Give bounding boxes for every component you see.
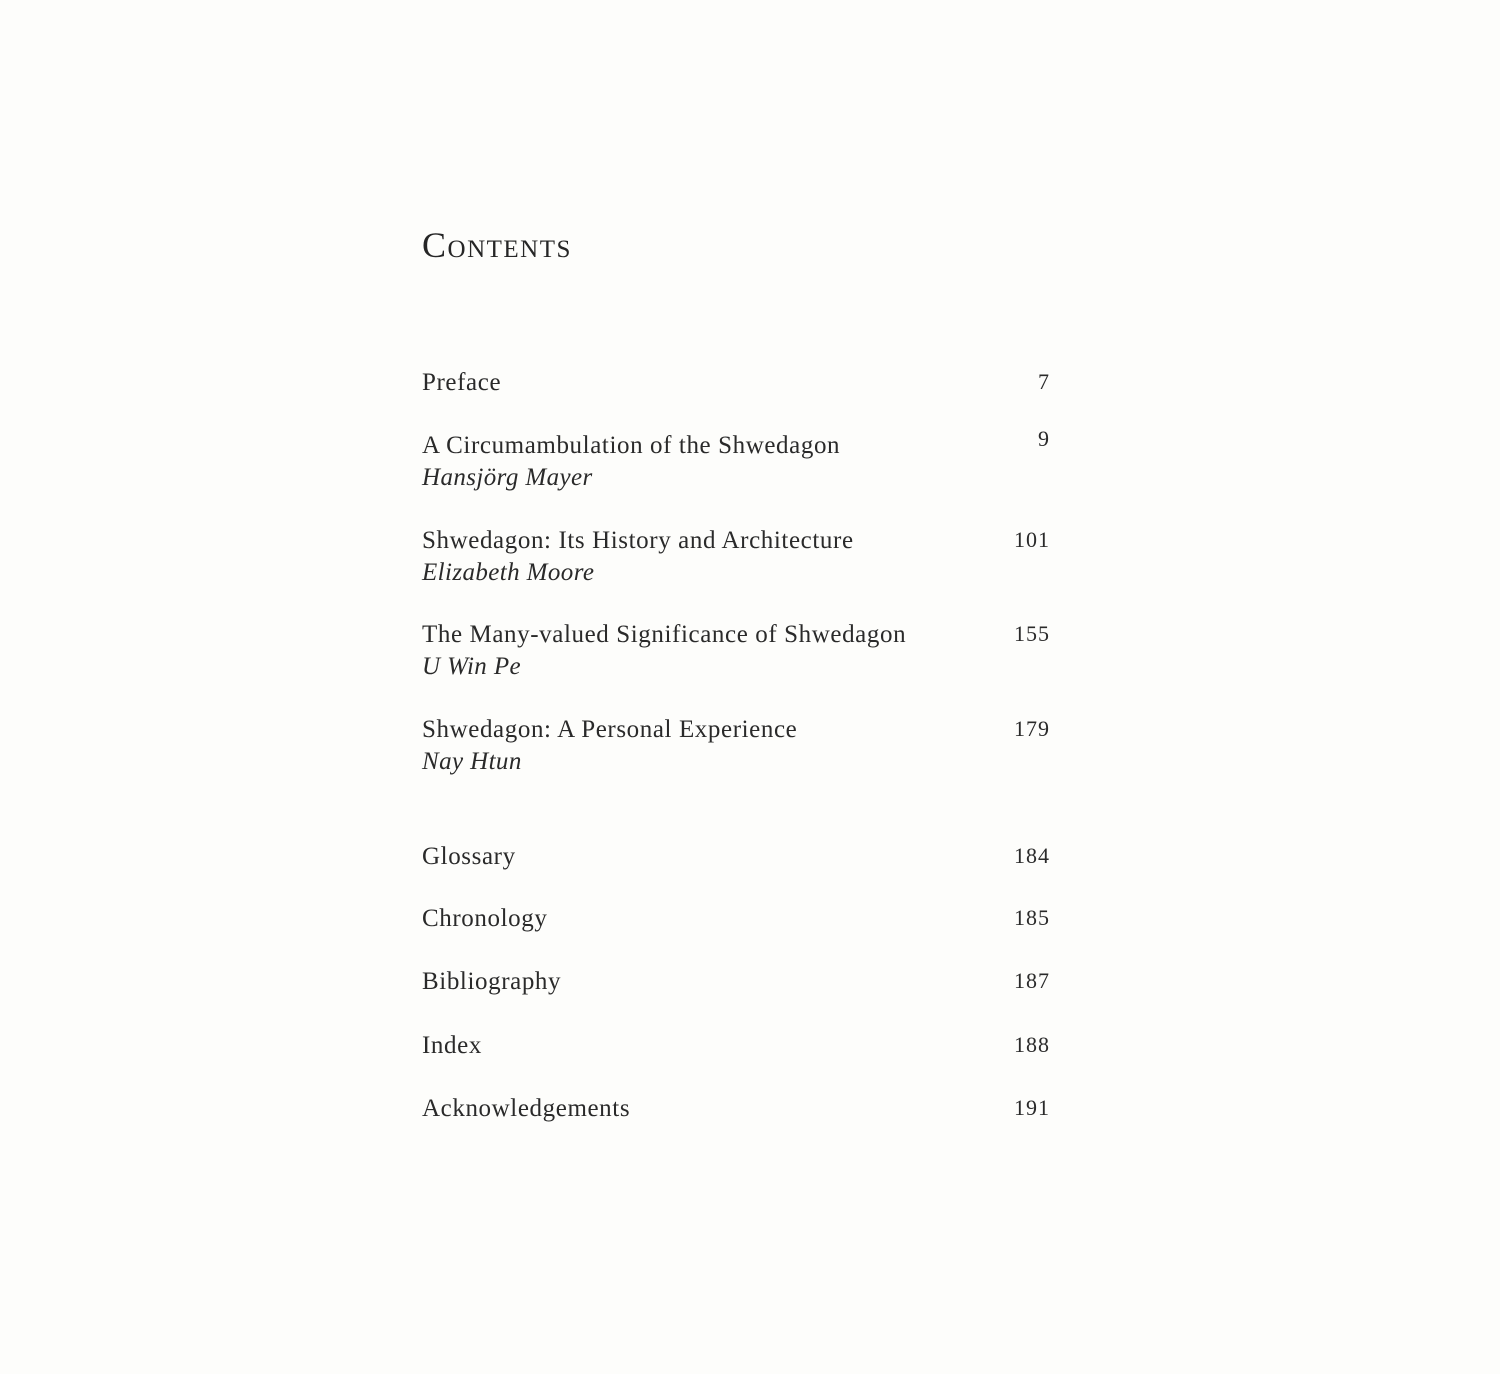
entry-page-number: 185	[1014, 905, 1050, 930]
entry-author: Hansjörg Mayer	[422, 464, 593, 491]
entry-title: A Circumambulation of the Shwedagon	[422, 432, 841, 459]
entry-title: Acknowledgements	[422, 1095, 631, 1122]
toc-entry-bibliography[interactable]	[422, 968, 1050, 1038]
entry-page-number: 179	[1014, 716, 1050, 741]
toc-entry-preface[interactable]	[422, 369, 1050, 439]
entry-author: Elizabeth Moore	[422, 559, 595, 586]
toc-entry-circumambulation[interactable]	[422, 426, 1050, 502]
entry-title: Bibliography	[422, 968, 562, 995]
toc-entry-personal-experience[interactable]	[422, 716, 1050, 786]
toc-entry-history-architecture[interactable]	[422, 527, 1050, 597]
toc-entry-acknowledgements[interactable]	[422, 1095, 1050, 1165]
toc-entry-index[interactable]	[422, 1032, 1050, 1102]
toc-entry-significance[interactable]	[422, 621, 1050, 691]
entry-page-number: 155	[1014, 621, 1050, 646]
entry-title: Preface	[422, 369, 502, 396]
entry-page-number: 9	[1038, 426, 1050, 451]
entry-page-number: 184	[1014, 843, 1050, 868]
entry-page-number: 101	[1014, 527, 1050, 552]
entry-page-number: 7	[1038, 369, 1050, 394]
page-title: Contents	[422, 225, 572, 265]
entry-title: Chronology	[422, 905, 548, 932]
entry-title: The Many-valued Significance of Shwedagon	[422, 621, 907, 648]
entry-page-number: 188	[1014, 1032, 1050, 1057]
entry-page-number: 187	[1014, 968, 1050, 993]
entry-title: Shwedagon: Its History and Architecture	[422, 527, 854, 554]
entry-title: Glossary	[422, 843, 516, 870]
entry-author: U Win Pe	[422, 653, 522, 680]
toc-entry-chronology[interactable]	[422, 905, 1050, 975]
entry-author: Nay Htun	[422, 748, 522, 775]
entry-title: Index	[422, 1032, 482, 1059]
toc-entry-glossary[interactable]	[422, 843, 1050, 913]
entry-page-number: 191	[1014, 1095, 1050, 1120]
entry-title: Shwedagon: A Personal Experience	[422, 716, 798, 743]
